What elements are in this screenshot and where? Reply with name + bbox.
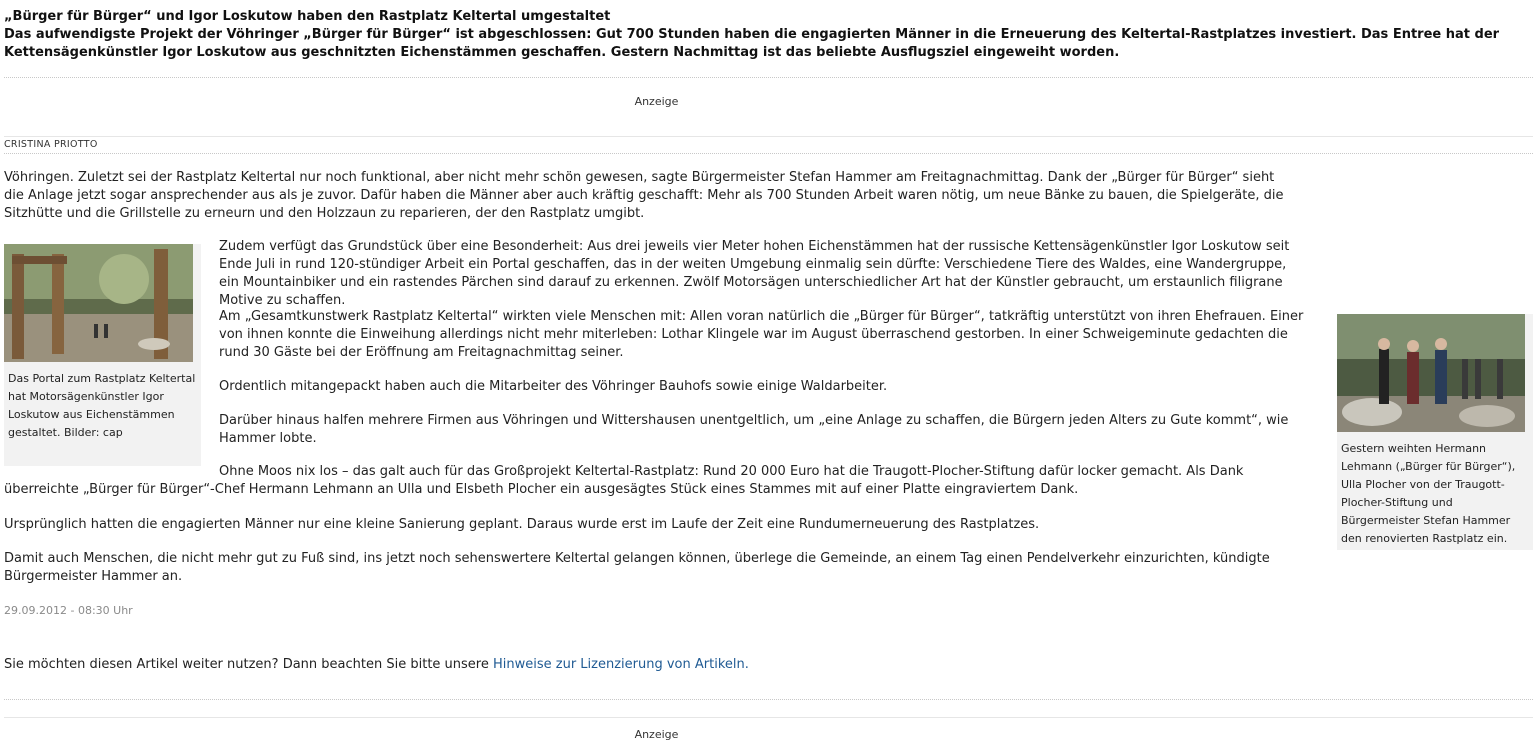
article-header [4,8,1519,62]
divider-author-top [4,136,1533,137]
article-lead: Das aufwendigste Projekt der Vöhringer „Bürger für Bürger“ ist abgeschlossen: Gut 700 Stunden haben die engagierten Männer in die Erneuerung des Keltertal-Rastplatzes investiert. Das Entree hat der Kettensägenkünstler Igor Loskutow aus geschnitzten Eichenstämmen geschaffen. Gestern Nachmittag ist das beliebte Ausflugsziel eingeweiht worden. [4,27,1500,60]
paragraph-4: Ordentlich mitangepackt haben auch die Mitarbeiter des Vöhringer Bauhofs sowie einige Waldarbeiter. [219,379,888,394]
paragraph-8: Damit auch Menschen, die nicht mehr gut zu Fuß sind, ins jetzt noch sehenswertere Keltertal gelangen können, überlege die Gemeinde, an einem Tag einen Pendelverkehr einzurichten, kündigte Bürgermeister Hammer an. [4,551,1270,584]
author-byline: CRISTINA PRIOTTO [4,139,98,150]
photo-portal [4,244,193,362]
ad-label-top: Anzeige [634,95,679,108]
license-note [4,656,749,674]
paragraph-7: Ursprünglich hatten die engagierten Männer nur eine kleine Sanierung geplant. Daraus wurde erst im Laufe der Zeit eine Rundumerneuerung des Rastplatzes. [4,517,1040,532]
figure-portal [4,244,201,466]
license-text: Sie möchten diesen Artikel weiter nutzen? Dann beachten Sie bitte unsere [4,657,493,672]
license-link[interactable]: Hinweise zur Lizenzierung von Artikeln. [493,657,749,672]
divider-bottom-2 [4,717,1533,718]
figure-portal-caption: Das Portal zum Rastplatz Keltertal hat Motorsägenkünstler Igor Loskutow aus Eichenstämmen gestaltet. Bilder: cap [8,372,196,439]
article-title: „Bürger für Bürger“ und Igor Loskutow haben den Rastplatz Keltertal umgestaltet [4,9,611,24]
publish-date: 29.09.2012 - 08:30 Uhr [4,604,133,617]
divider-author-bottom [4,153,1533,154]
paragraph-1: Vöhringen. Zuletzt sei der Rastplatz Keltertal nur noch funktional, aber nicht mehr schön gewesen, sagte Bürgermeister Stefan Hammer am Freitagnachmittag. Dank der „Bürger für Bürger“ sieht die Anlage jetzt sogar ansprechender aus als je zuvor. Dafür haben die Männer aber auch kräftig geschafft: Mehr als 700 Stunden Arbeit waren nötig, um neue Bänke zu bauen, die Spielgeräte, die Sitzhütte und die Grillstelle zu erneurn und den Holzzaun zu reparieren, der den Rastplatz umgibt. [4,170,1284,221]
photo-opening [1337,314,1525,432]
ad-label-bottom: Anzeige [634,728,679,741]
divider-bottom [4,699,1533,700]
paragraph-2: Zudem verfügt das Grundstück über eine Besonderheit: Aus drei jeweils vier Meter hohen Eichenstämmen hat der russische Kettensägenkünstler Igor Loskutow seit Ende Juli in rund 120-stündiger Arbeit ein Portal geschaffen, das in der weiten Umgebung einmalig sein dürfte: Verschiedene Tiere des Waldes, eine Wandergruppe, ein Mountainbiker und ein rastendes Pärchen sind darauf zu erkennen. Zwölf Motorsägen unterschiedlicher Art hat der Künstler gebraucht, um erstaunlich filigrane Motive zu schaffen. [219,239,1290,308]
paragraph-5: Darüber hinaus halfen mehrere Firmen aus Vöhringen und Wittershausen unentgeltlich, um „eine Anlage zu schaffen, die Bürgern jeden Alters zu Gute kommt“, wie Hammer lobte. [219,413,1289,446]
divider-top [4,77,1533,78]
figure-opening-caption: Gestern weihten Hermann Lehmann („Bürger für Bürger“), Ulla Plocher von der Traugott-Plocher-Stiftung und Bürgermeister Stefan Hammer den renovierten Rastplatz ein. [1341,442,1516,545]
paragraph-6: Ohne Moos nix los – das galt auch für das Großprojekt Keltertal-Rastplatz: Rund 20 000 Euro hat die Traugott-Plocher-Stiftung dafür locker gemacht. Als Dank überreichte „Bürger für Bürger“-Chef Hermann Lehmann an Ulla und Elsbeth Plocher ein ausgesägtes Stück eines Stammes mit auf einer Platte eingraviertem Dank. [4,464,1244,497]
figure-opening [1337,314,1533,550]
paragraph-3: Am „Gesamtkunstwerk Rastplatz Keltertal“ wirkten viele Menschen mit: Allen voran natürlich die „Bürger für Bürger“, tatkräftig unterstützt von ihren Ehefrauen. Einer von ihnen konnte die Einweihung allerdings nicht mehr miterleben: Lothar Klingele war im August überraschend gestorben. In einer Schweigeminute gedachten die rund 30 Gäste bei der Eröffnung am Freitagnachmittag seiner. [219,309,1304,360]
